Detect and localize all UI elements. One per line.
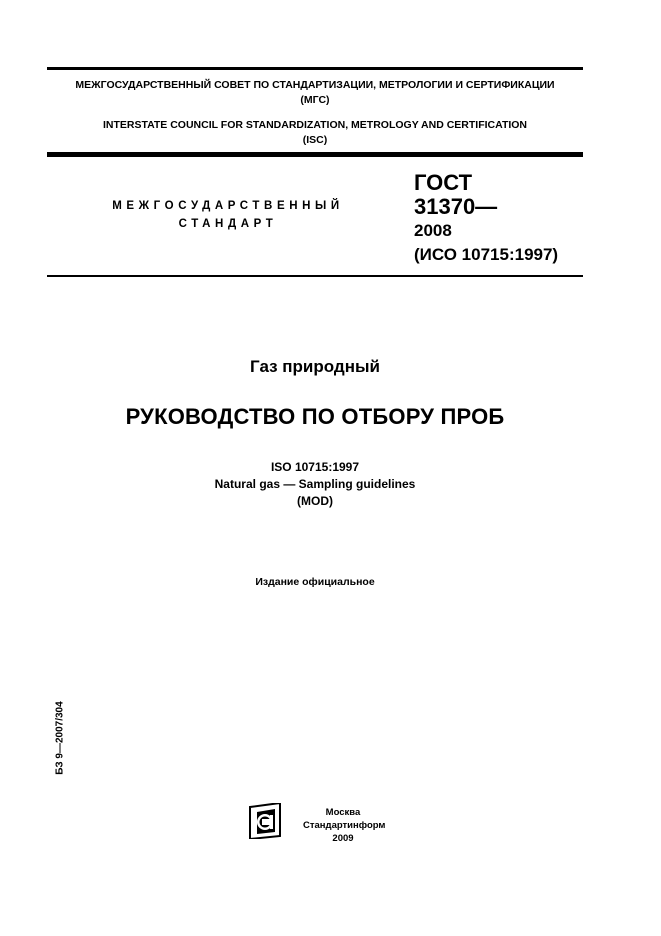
council-ru-line1: МЕЖГОСУДАРСТВЕННЫЙ СОВЕТ ПО СТАНДАРТИЗАЦИИ, МЕТРОЛОГИИ И СЕРТИФИКАЦИИ — [75, 79, 555, 91]
publisher-info — [303, 806, 386, 845]
designation-year: 2008 — [414, 221, 452, 240]
document-title: РУКОВОДСТВО ПО ОТБОРУ ПРОБ — [125, 404, 505, 429]
iso-title: Natural gas — Sampling guidelines — [214, 477, 416, 491]
standard-type — [60, 197, 396, 233]
council-en-line1: INTERSTATE COUNCIL FOR STANDARDIZATION, METROLOGY AND CERTIFICATION — [102, 119, 528, 131]
designation-divider — [47, 275, 583, 277]
standard-designation — [414, 171, 558, 267]
council-name-ru — [47, 78, 583, 108]
iso-number: ISO 10715:1997 — [270, 460, 360, 474]
publisher-logo-icon — [246, 803, 286, 839]
iso-reference — [0, 459, 630, 510]
edition-label: Издание официальное — [255, 576, 375, 588]
designation-number: 31370— — [414, 194, 498, 219]
council-name-en — [47, 118, 583, 148]
iso-modification: (MOD) — [297, 494, 333, 508]
publisher-name: Стандартинформ — [303, 820, 386, 831]
designation-gost: ГОСТ — [414, 170, 473, 195]
document-subject: Газ природный — [250, 357, 380, 376]
publisher-year: 2009 — [332, 833, 354, 844]
standard-type-line1: МЕЖГОСУДАРСТВЕННЫЙ — [112, 200, 344, 212]
designation-iso: (ИСО 10715:1997) — [414, 245, 559, 264]
header-divider — [47, 152, 583, 157]
council-ru-abbr: (МГС) — [300, 94, 330, 106]
top-divider — [47, 67, 583, 70]
side-code: БЗ 9—2007/304 — [54, 701, 66, 775]
council-en-abbr: (ISC) — [302, 134, 328, 146]
standard-type-line2: СТАНДАРТ — [178, 218, 278, 230]
publisher-city: Москва — [325, 807, 361, 818]
